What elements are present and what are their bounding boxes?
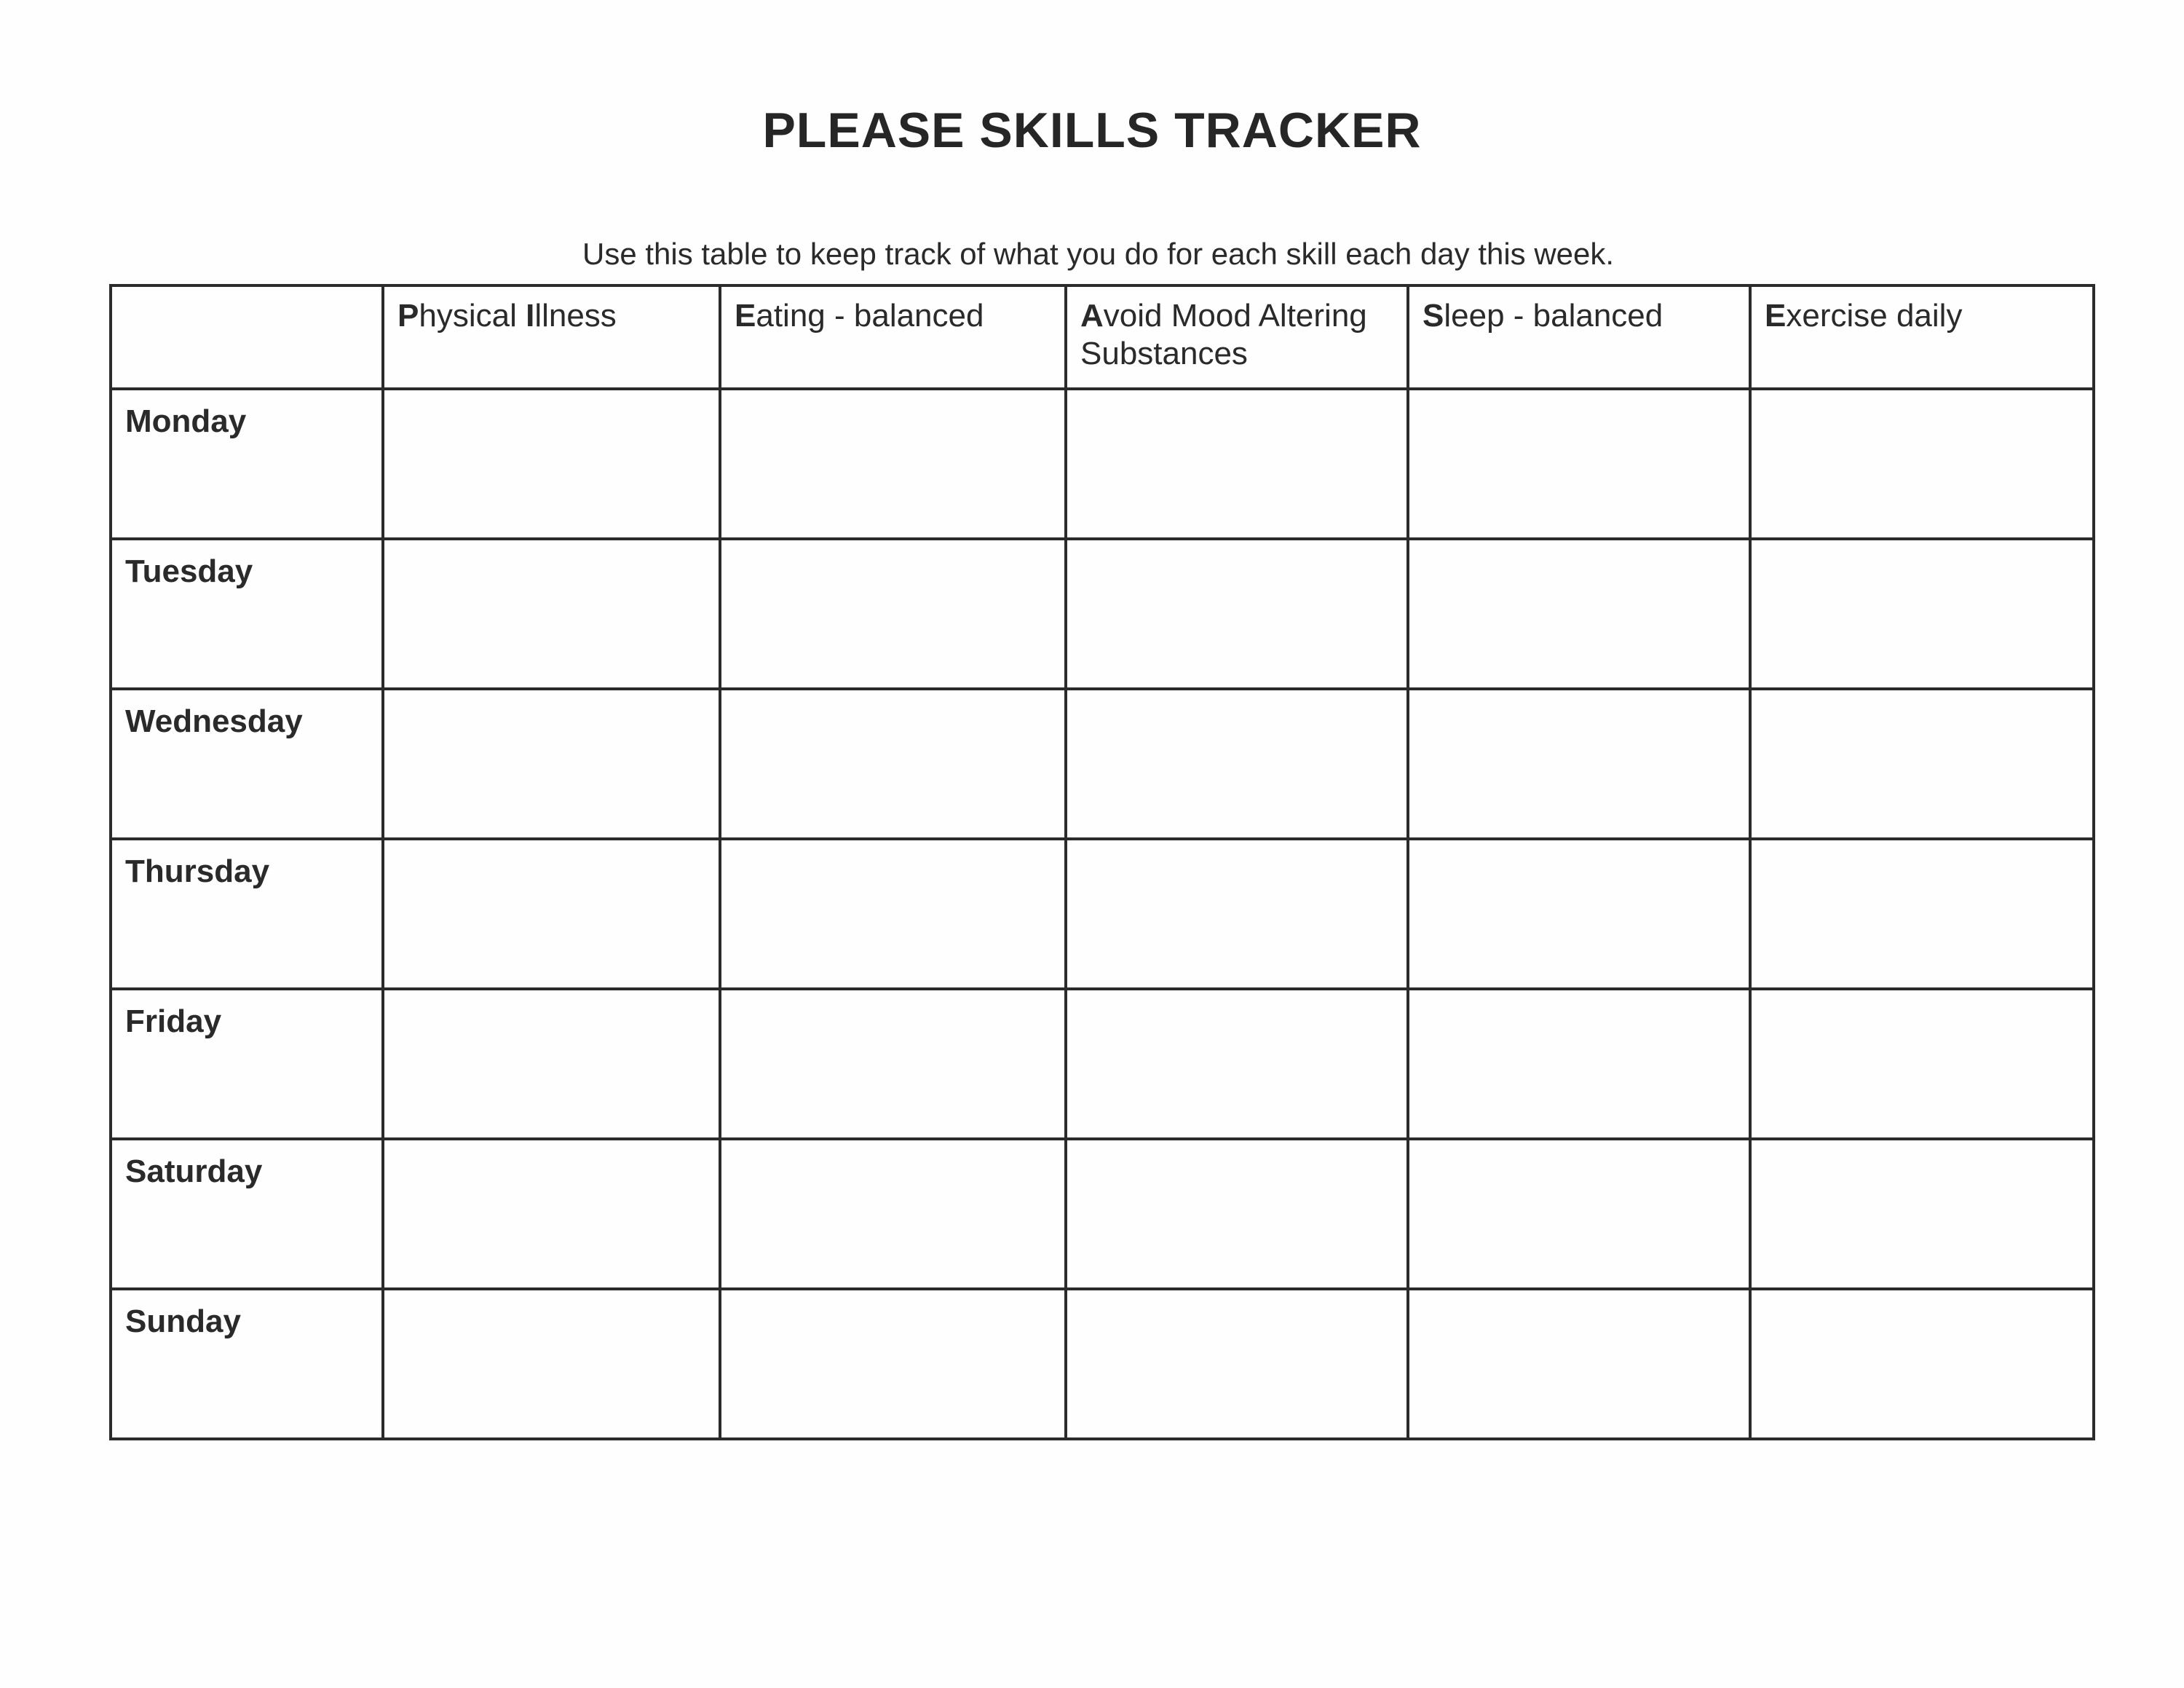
entry-cell[interactable] (383, 839, 720, 989)
day-label: Monday (111, 389, 383, 539)
instructions-text: Use this table to keep track of what you do for each skill each day this week. (582, 237, 1615, 271)
entry-cell[interactable] (720, 389, 1066, 539)
entry-cell[interactable] (1066, 689, 1408, 839)
entry-cell[interactable] (1750, 389, 2094, 539)
entry-cell[interactable] (1408, 989, 1750, 1139)
entry-cell[interactable] (383, 1139, 720, 1289)
column-header-physical-illness: Physical Illness (383, 285, 720, 389)
entry-cell[interactable] (1066, 839, 1408, 989)
table-row (111, 689, 2094, 839)
entry-cell[interactable] (720, 989, 1066, 1139)
entry-cell[interactable] (1750, 1289, 2094, 1439)
entry-cell[interactable] (1066, 989, 1408, 1139)
table-row (111, 989, 2094, 1139)
corner-cell (111, 285, 383, 389)
entry-cell[interactable] (1408, 1289, 1750, 1439)
day-label: Sunday (111, 1289, 383, 1439)
header-row (111, 285, 2094, 389)
entry-cell[interactable] (720, 1139, 1066, 1289)
entry-cell[interactable] (383, 689, 720, 839)
day-label: Friday (111, 989, 383, 1139)
day-label: Tuesday (111, 539, 383, 689)
table-row (111, 539, 2094, 689)
entry-cell[interactable] (720, 539, 1066, 689)
day-label: Saturday (111, 1139, 383, 1289)
entry-cell[interactable] (383, 539, 720, 689)
table-row (111, 1139, 2094, 1289)
entry-cell[interactable] (1750, 989, 2094, 1139)
entry-cell[interactable] (1750, 689, 2094, 839)
entry-cell[interactable] (1066, 389, 1408, 539)
entry-cell[interactable] (1408, 689, 1750, 839)
column-header-sleep: Sleep - balanced (1408, 285, 1750, 389)
column-header-exercise: Exercise daily (1750, 285, 2094, 389)
table-row (111, 389, 2094, 539)
entry-cell[interactable] (1408, 839, 1750, 989)
entry-cell[interactable] (1750, 1139, 2094, 1289)
entry-cell[interactable] (1408, 1139, 1750, 1289)
entry-cell[interactable] (1750, 839, 2094, 989)
entry-cell[interactable] (383, 389, 720, 539)
column-header-avoid-substances: Avoid Mood Altering Substances (1066, 285, 1408, 389)
entry-cell[interactable] (1408, 389, 1750, 539)
entry-cell[interactable] (720, 839, 1066, 989)
skills-tracker-table (109, 284, 2095, 1440)
table-row (111, 1289, 2094, 1439)
entry-cell[interactable] (383, 1289, 720, 1439)
day-label: Thursday (111, 839, 383, 989)
day-label: Wednesday (111, 689, 383, 839)
entry-cell[interactable] (1066, 539, 1408, 689)
entry-cell[interactable] (1066, 1139, 1408, 1289)
entry-cell[interactable] (383, 989, 720, 1139)
table-row (111, 839, 2094, 989)
entry-cell[interactable] (1408, 539, 1750, 689)
entry-cell[interactable] (720, 1289, 1066, 1439)
page-title: PLEASE SKILLS TRACKER (762, 103, 1422, 158)
entry-cell[interactable] (1066, 1289, 1408, 1439)
entry-cell[interactable] (1750, 539, 2094, 689)
entry-cell[interactable] (720, 689, 1066, 839)
column-header-eating: Eating - balanced (720, 285, 1066, 389)
